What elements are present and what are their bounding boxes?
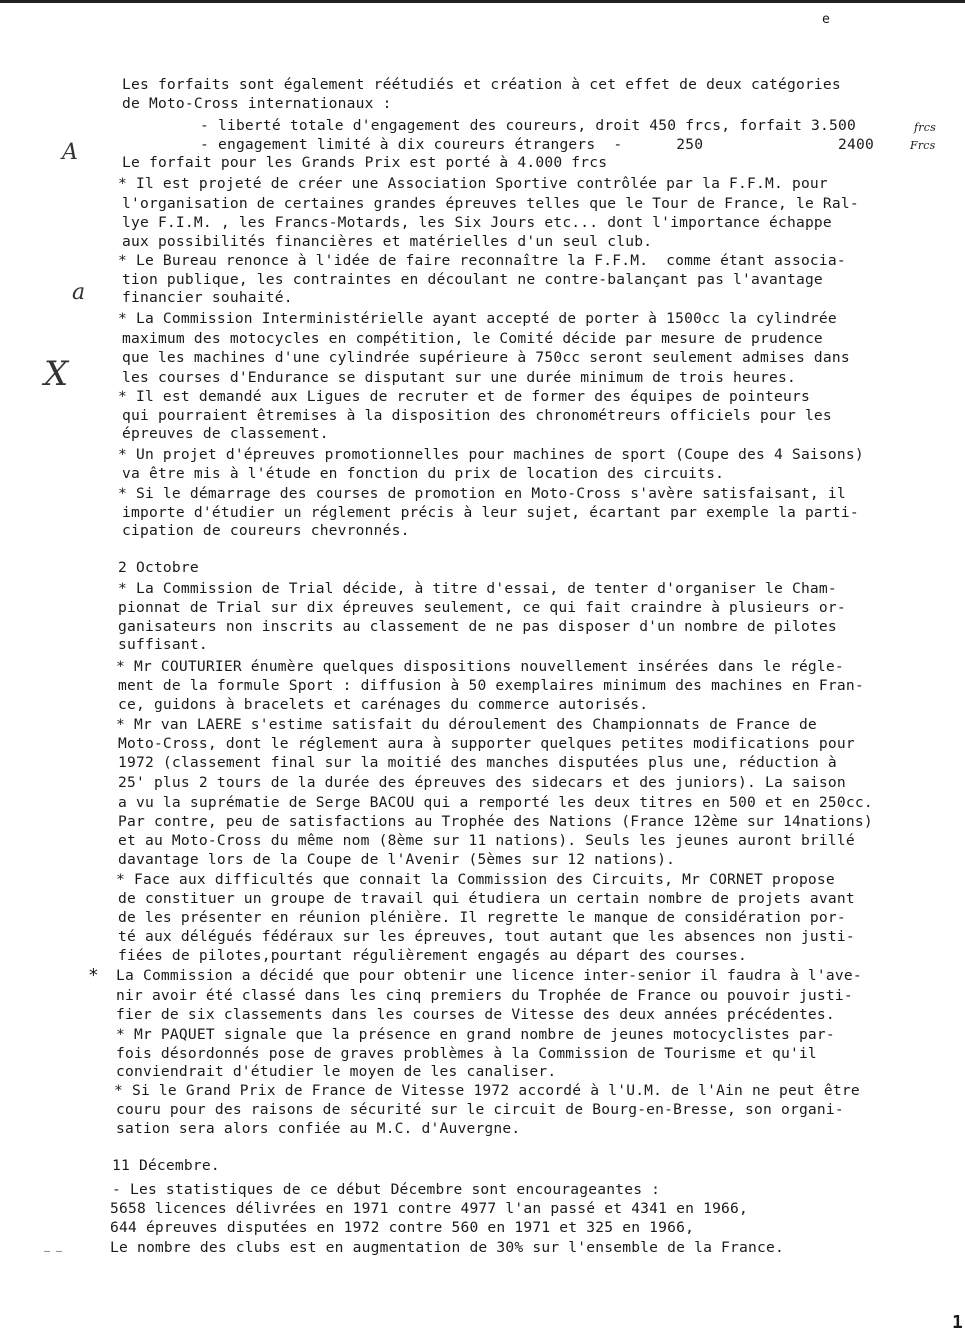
stats-line: 5658 licences délivrées en 1971 contre 4977 l'an passé et 4341 en 1966,: [110, 1200, 749, 1217]
paragraph-line: qui pourraient êtremises à la disposition des chronométreurs officiels pour les: [122, 407, 832, 424]
paragraph-line: maximum des motocycles en compétition, le Comité décide par mesure de prudence: [122, 330, 823, 347]
paragraph-line: * Il est demandé aux Ligues de recruter et de former des équipes de pointeurs: [118, 388, 810, 405]
paragraph-line: couru pour des raisons de sécurité sur le circuit de Bourg-en-Bresse, son organi-: [116, 1101, 844, 1118]
paragraph-line: pionnat de Trial sur dix épreuves seulement, ce qui fait craindre à plusieurs or-: [118, 599, 846, 616]
text-line: de Moto-Cross internationaux :: [122, 95, 392, 112]
paragraph-line: sation sera alors confiée au M.C. d'Auvergne.: [116, 1120, 521, 1137]
paragraph-line: les courses d'Endurance se disputant sur une durée minimum de trois heures.: [122, 369, 796, 386]
paragraph-line: va être mis à l'étude en fonction du prix de location des circuits.: [122, 465, 725, 482]
margin-star: *: [88, 965, 99, 986]
paragraph-line: épreuves de classement.: [122, 425, 329, 442]
paragraph-line: suffisant.: [118, 636, 208, 653]
section-date: 11 Décembre.: [112, 1157, 220, 1174]
paragraph-line: que les machines d'une cylindrée supérieure à 750cc seront seulement admises dans: [122, 349, 850, 366]
paragraph-line: fois désordonnés pose de graves problèmes à la Commission de Tourisme et qu'il: [116, 1045, 817, 1062]
paragraph-line: et au Moto-Cross du même nom (8ème sur 11 nations). Seuls les jeunes auront brillé: [118, 832, 855, 849]
paragraph-line: lye F.I.M. , les Francs-Motards, les Six Jours etc... dont l'importance échappe: [122, 214, 832, 231]
paragraph-line: financier souhaité.: [122, 289, 293, 306]
paragraph-line: importe d'étudier un réglement précis à leur sujet, écartant par exemple la parti-: [122, 504, 859, 521]
handwritten-unit: frcs: [914, 121, 936, 134]
stats-line: 644 épreuves disputées en 1972 contre 560 en 1971 et 325 en 1966,: [110, 1219, 695, 1236]
text-line: Le forfait pour les Grands Prix est porté à 4.000 frcs: [122, 154, 608, 171]
paragraph-line: * Le Bureau renonce à l'idée de faire reconnaître la F.F.M. comme étant associa-: [118, 252, 846, 269]
margin-mark-check: a: [72, 280, 86, 305]
paragraph-line: davantage lors de la Coupe de l'Avenir (5èmes sur 12 nations).: [118, 851, 676, 868]
top-rule: [0, 0, 965, 3]
text-line: Les forfaits sont également réétudiés et création à cet effet de deux catégories: [122, 76, 841, 93]
paragraph-line: l'organisation de certaines grandes épreuves telles que le Tour de France, le Ral-: [122, 195, 859, 212]
paragraph-line: aux possibilités financières et matérielles d'un seul club.: [122, 233, 653, 250]
paragraph-line: de les présenter en réunion plénière. Il regrette le manque de considération por-: [118, 909, 846, 926]
paragraph-line: té aux délégués fédéraux sur les épreuves, tout autant que les absences non justi-: [118, 928, 855, 945]
paragraph-line: * Mr van LAERE s'estime satisfait du déroulement des Championnats de France de: [116, 716, 817, 733]
page-marker: e: [822, 12, 830, 27]
paragraph-line: * Un projet d'épreuves promotionnelles pour machines de sport (Coupe des 4 Saisons): [118, 446, 864, 463]
paragraph-line: ce, guidons à bracelets et carénages du commerce autorisés.: [118, 696, 649, 713]
paragraph-line: nir avoir été classé dans les cinq premiers du Trophée de France ou pouvoir justi-: [116, 987, 853, 1004]
paragraph-line: La Commission a décidé que pour obtenir une licence inter-senior il faudra à l'ave-: [116, 967, 862, 984]
paragraph-line: de constituer un groupe de travail qui étudiera un certain nombre de projets avant: [118, 890, 855, 907]
paragraph-line: 1972 (classement final sur la moitié des manches disputées plus une, réduction à: [118, 754, 837, 771]
paragraph-line: * Si le démarrage des courses de promotion en Moto-Cross s'avère satisfaisant, il: [118, 485, 846, 502]
paragraph-line: 25' plus 2 tours de la durée des épreuves des sidecars et des juniors). La saison: [118, 774, 846, 791]
list-item: - liberté totale d'engagement des coureurs, droit 450 frcs, forfait 3.500: [200, 117, 856, 134]
paragraph-line: * Face aux difficultés que connait la Commission des Circuits, Mr CORNET propose: [116, 871, 835, 888]
paragraph-line: * Il est projeté de créer une Association Sportive contrôlée par la F.F.M. pour: [118, 175, 828, 192]
paragraph-line: Moto-Cross, dont le réglement aura à supporter quelques petites modifications pour: [118, 735, 855, 752]
paragraph-line: fiées de pilotes,pourtant régulièrement engagés au départ des courses.: [118, 947, 748, 964]
section-date: 2 Octobre: [118, 559, 199, 576]
margin-mark-x: X: [44, 354, 69, 394]
margin-mark-a: A: [62, 140, 78, 165]
paragraph-line: ganisateurs non inscrits au classement de ne pas disposer d'un nombre de pilotes: [118, 618, 837, 635]
paragraph-line: Par contre, peu de satisfactions au Trophée des Nations (France 12ème sur 14nations): [118, 813, 873, 830]
paragraph-line: tion publique, les contraintes en découlant ne contre-balançant pas l'avantage: [122, 271, 823, 288]
paragraph-line: * La Commission de Trial décide, à titre d'essai, de tenter d'organiser le Cham-: [118, 580, 837, 597]
paragraph-line: fier de six classements dans les courses de Vitesse des deux années précédentes.: [116, 1006, 835, 1023]
paragraph-line: conviendrait d'étudier le moyen de les canaliser.: [116, 1063, 557, 1080]
stats-line: Le nombre des clubs est en augmentation de 30% sur l'ensemble de la France.: [110, 1239, 784, 1256]
paragraph-line: * Mr COUTURIER énumère quelques dispositions nouvellement insérées dans le régle-: [116, 658, 844, 675]
paragraph-line: * Mr PAQUET signale que la présence en grand nombre de jeunes motocyclistes par-: [116, 1026, 835, 1043]
paragraph-line: cipation de coureurs chevronnés.: [122, 522, 410, 539]
paragraph-line: * Si le Grand Prix de France de Vitesse 1972 accordé à l'U.M. de l'Ain ne peut être: [114, 1082, 860, 1099]
list-item: - engagement limité à dix coureurs étrangers - 250 2400: [200, 136, 874, 153]
corner-mark: 1: [952, 1312, 963, 1333]
footer-mark: — —: [44, 1246, 63, 1257]
handwritten-unit: Frcs: [910, 139, 936, 152]
stats-line: - Les statistiques de ce début Décembre sont encourageantes :: [112, 1181, 661, 1198]
paragraph-line: ment de la formule Sport : diffusion à 50 exemplaires minimum des machines en Fran-: [118, 677, 864, 694]
paragraph-line: a vu la suprématie de Serge BACOU qui a remporté les deux titres en 500 et en 250cc.: [118, 794, 873, 811]
paragraph-line: * La Commission Interministérielle ayant accepté de porter à 1500cc la cylindrée: [118, 310, 837, 327]
